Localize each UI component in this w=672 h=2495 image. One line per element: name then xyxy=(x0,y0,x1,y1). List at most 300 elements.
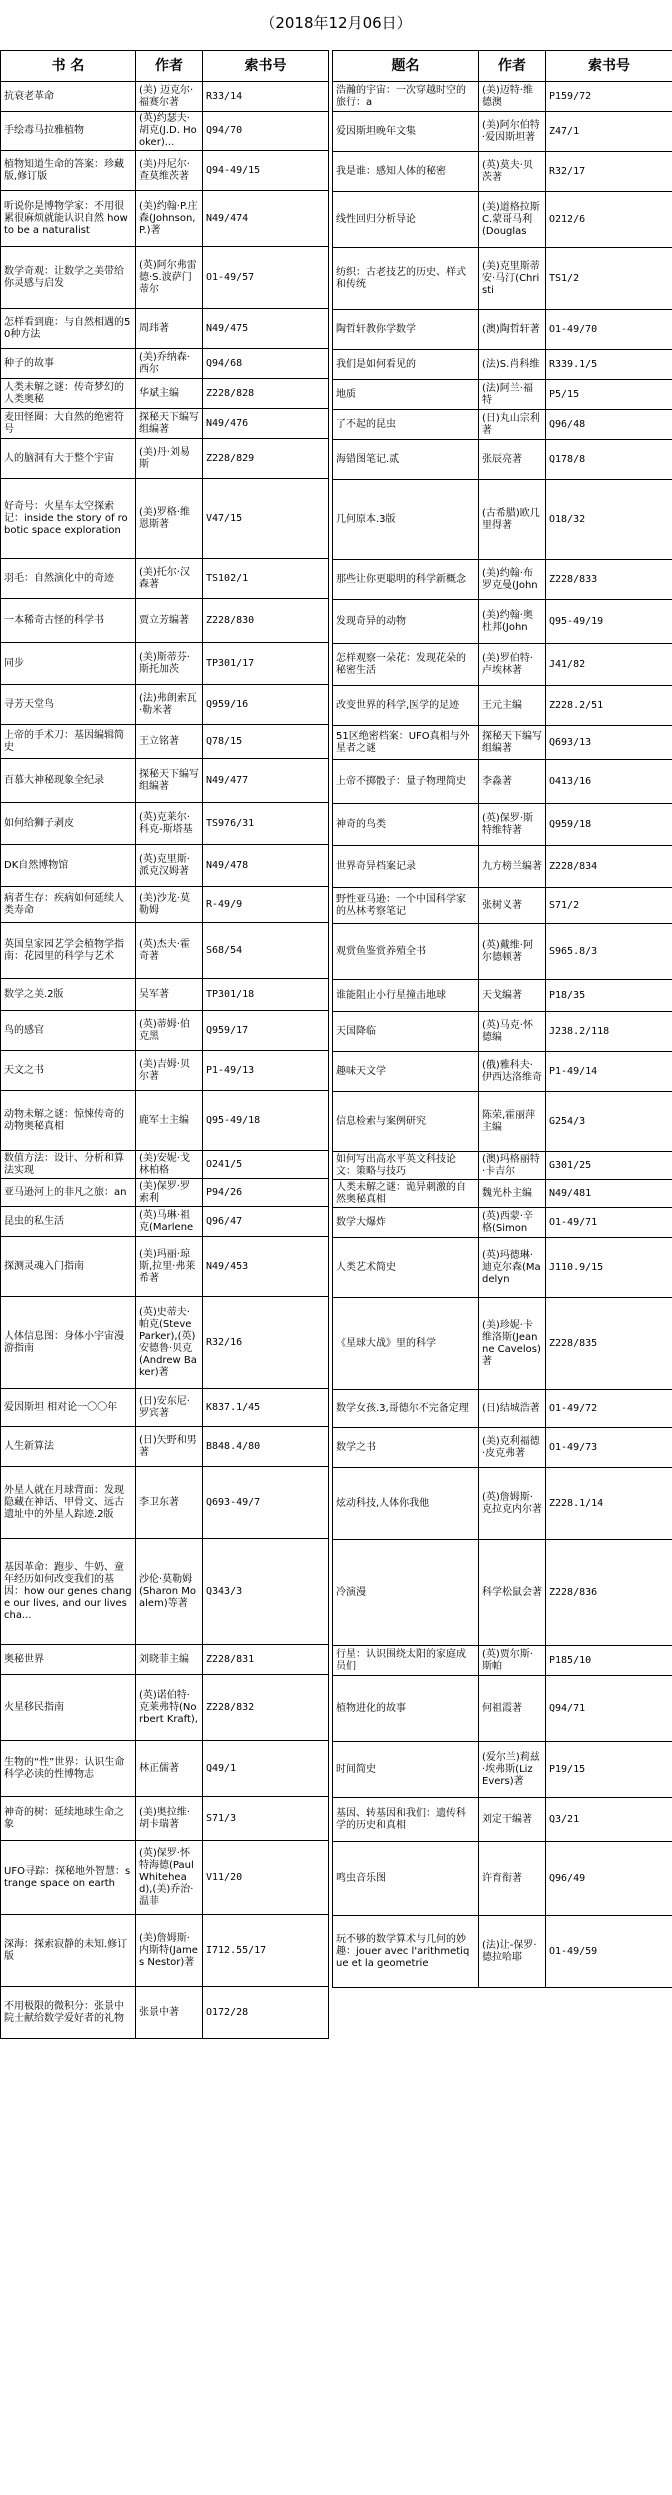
book-title: 野性亚马逊：一个中国科学家的丛林考察笔记 xyxy=(333,888,479,924)
book-author: (日)矢野和男著 xyxy=(136,1427,203,1467)
table-row xyxy=(333,1052,672,1092)
book-author: (美)道格拉斯 C.蒙哥马利(Douglas xyxy=(479,192,546,248)
call-number: Q94/71 xyxy=(546,1676,672,1742)
table-row xyxy=(333,480,672,560)
table-row xyxy=(333,440,672,480)
table-row xyxy=(1,979,329,1011)
book-author: 何祖霞著 xyxy=(479,1676,546,1742)
call-number: S71/3 xyxy=(203,1797,329,1841)
table-row xyxy=(1,845,329,887)
book-title: 那些让你更聪明的科学新概念 xyxy=(333,560,479,600)
table-row xyxy=(333,310,672,350)
table-row xyxy=(1,643,329,685)
call-number: Q693-49/7 xyxy=(203,1467,329,1539)
table-row xyxy=(1,887,329,923)
table-row xyxy=(333,686,672,726)
header-author: 作者 xyxy=(479,51,546,82)
header-author: 作者 xyxy=(136,51,203,82)
table-row xyxy=(1,1091,329,1151)
book-author: (澳)陶哲轩著 xyxy=(479,310,546,350)
call-number: G301/25 xyxy=(546,1152,672,1180)
call-number: V11/20 xyxy=(203,1841,329,1915)
book-author: 探秘天下编写组编著 xyxy=(479,726,546,760)
book-author: 王元主编 xyxy=(479,686,546,726)
book-author: (美)珍妮·卡维洛斯(Jeanne Cavelos)著 xyxy=(479,1298,546,1390)
book-author: (美)托尔·汉森著 xyxy=(136,559,203,599)
book-title: 火星移民指南 xyxy=(1,1675,136,1741)
book-title: 植物进化的故事 xyxy=(333,1676,479,1742)
book-author: (英)詹姆斯·克拉克内尔著 xyxy=(479,1468,546,1540)
call-number: N49/477 xyxy=(203,759,329,803)
table-row xyxy=(1,1841,329,1915)
book-author: 九方榜兰编著 xyxy=(479,846,546,888)
call-number: Z228/828 xyxy=(203,379,329,409)
book-author: (英)克里斯·派克汉姆著 xyxy=(136,845,203,887)
call-number: Z228.1/14 xyxy=(546,1468,672,1540)
book-author: 李卫东著 xyxy=(136,1467,203,1539)
book-title: 人体信息图：身体小宇宙漫游指南 xyxy=(1,1297,136,1389)
call-number: O1-49/73 xyxy=(546,1428,672,1468)
book-author: (澳)玛格丽特·卡吉尔 xyxy=(479,1152,546,1180)
call-number: O212/6 xyxy=(546,192,672,248)
table-row xyxy=(1,1539,329,1645)
book-title: 同步 xyxy=(1,643,136,685)
book-author: 刘晓菲主编 xyxy=(136,1645,203,1675)
table-row xyxy=(1,1797,329,1841)
book-title: 天国降临 xyxy=(333,1012,479,1052)
table-row xyxy=(333,1742,672,1798)
call-number: S71/2 xyxy=(546,888,672,924)
table-row xyxy=(1,759,329,803)
book-author: (美)迈特·维德澳 xyxy=(479,82,546,112)
book-author: (法)让-保罗·德拉哈耶 xyxy=(479,1916,546,1988)
call-number: Q96/48 xyxy=(546,410,672,440)
book-title: 发现奇异的动物 xyxy=(333,600,479,644)
book-author: (英)杰夫·霍奇著 xyxy=(136,923,203,979)
book-title: 人类艺术简史 xyxy=(333,1238,479,1298)
book-title: 奥秘世界 xyxy=(1,1645,136,1675)
header-title: 书 名 xyxy=(1,51,136,82)
table-row xyxy=(1,1207,329,1237)
call-number: R339.1/5 xyxy=(546,350,672,380)
book-title: 怎样观察一朵花：发现花朵的秘密生活 xyxy=(333,644,479,686)
book-author: 张景中著 xyxy=(136,1987,203,2039)
table-row xyxy=(333,560,672,600)
book-title: 51区绝密档案：UFO真相与外星者之谜 xyxy=(333,726,479,760)
book-title: UFO寻踪：探秘地外智慧：strange space on earth xyxy=(1,1841,136,1915)
call-number: O1-49/71 xyxy=(546,1208,672,1238)
book-title: 了不起的昆虫 xyxy=(333,410,479,440)
book-title: 人类未解之谜：诡异刺激的自然奥秘真相 xyxy=(333,1180,479,1208)
book-title: 动物未解之谜：惊悚传奇的动物奥秘真相 xyxy=(1,1091,136,1151)
table-row xyxy=(1,1389,329,1427)
book-author: 刘定干编著 xyxy=(479,1798,546,1842)
book-author: (法)阿兰·福特 xyxy=(479,380,546,410)
table-row xyxy=(333,1298,672,1390)
book-title: 我们是如何看见的 xyxy=(333,350,479,380)
book-title: 英国皇家园艺学会植物学指南：花园里的科学与艺术 xyxy=(1,923,136,979)
book-title: 羽毛：自然演化中的奇迹 xyxy=(1,559,136,599)
header-call-number: 索书号 xyxy=(546,51,672,82)
table-row xyxy=(333,888,672,924)
right-header-row xyxy=(333,51,672,82)
book-author: (美)罗格·维恩斯著 xyxy=(136,479,203,559)
book-title: 数值方法：设计、分析和算法实现 xyxy=(1,1151,136,1179)
book-title: 麦田怪圈：大自然的绝密符号 xyxy=(1,409,136,439)
book-title: 世界奇异档案记录 xyxy=(333,846,479,888)
book-author: 吴军著 xyxy=(136,979,203,1011)
book-author: (英)诺伯特·克莱弗特(Norbert Kraft), xyxy=(136,1675,203,1741)
book-title: 观赏鱼鉴赏养殖全书 xyxy=(333,924,479,980)
table-row xyxy=(333,846,672,888)
book-title: 上帝不掷骰子：量子物理简史 xyxy=(333,760,479,804)
book-author: (英)莫夫·贝茨著 xyxy=(479,152,546,192)
book-title: 百慕大神秘现象全纪录 xyxy=(1,759,136,803)
call-number: Q959/17 xyxy=(203,1011,329,1051)
call-number: O1-49/57 xyxy=(203,247,329,309)
call-number: Q178/8 xyxy=(546,440,672,480)
table-row xyxy=(333,760,672,804)
call-number: N49/475 xyxy=(203,309,329,349)
book-title: DK自然博物馆 xyxy=(1,845,136,887)
book-title: 天文之书 xyxy=(1,1051,136,1091)
book-author: 许育衔著 xyxy=(479,1842,546,1916)
book-author: (英)蒂姆·伯克黑 xyxy=(136,1011,203,1051)
book-title: 人类未解之谜：传奇梦幻的人类奥秘 xyxy=(1,379,136,409)
book-title: 鸟的感官 xyxy=(1,1011,136,1051)
table-row xyxy=(333,804,672,846)
call-number: O172/28 xyxy=(203,1987,329,2039)
book-title: 如何写出高水平英文科技论文：策略与技巧 xyxy=(333,1152,479,1180)
book-title: 昆虫的私生活 xyxy=(1,1207,136,1237)
book-author: (英)马克·怀德编 xyxy=(479,1012,546,1052)
call-number: Z228/835 xyxy=(546,1298,672,1390)
call-number: R32/16 xyxy=(203,1297,329,1389)
book-title: 神奇的鸟类 xyxy=(333,804,479,846)
book-author: 魏光朴主编 xyxy=(479,1180,546,1208)
book-author: (美)约翰·P.庄森(Johnson,P.)著 xyxy=(136,191,203,247)
book-title: 手绘毒马拉雅植物 xyxy=(1,112,136,151)
book-title: 不用极限的微积分：张景中院士献给数学爱好者的礼物 xyxy=(1,1987,136,2039)
call-number: J41/82 xyxy=(546,644,672,686)
book-title: 神奇的树：延续地球生命之象 xyxy=(1,1797,136,1841)
call-number: Q95-49/18 xyxy=(203,1091,329,1151)
book-author: 林正儒著 xyxy=(136,1741,203,1797)
table-row xyxy=(333,726,672,760)
book-title: 地质 xyxy=(333,380,479,410)
call-number: Z228/836 xyxy=(546,1540,672,1646)
table-row xyxy=(1,1741,329,1797)
call-number: J110.9/15 xyxy=(546,1238,672,1298)
book-title: 纺织：古老技艺的历史、样式和传统 xyxy=(333,248,479,310)
book-author: (俄)雅科夫·伊西达洛维奇 xyxy=(479,1052,546,1092)
book-title: 炫动科技,人体你我他 xyxy=(333,1468,479,1540)
table-row xyxy=(1,409,329,439)
header-call-number: 索书号 xyxy=(203,51,329,82)
table-row xyxy=(1,1011,329,1051)
book-author: (英)马琳·祖克(Marlene xyxy=(136,1207,203,1237)
book-title: 怎样看到鹿：与自然相遇的50种方法 xyxy=(1,309,136,349)
book-author: 天戈编著 xyxy=(479,980,546,1012)
book-title: 时间简史 xyxy=(333,1742,479,1798)
table-row xyxy=(333,1842,672,1916)
book-author: (美) 迈克尔·福赛尔著 xyxy=(136,82,203,112)
table-row xyxy=(1,1297,329,1389)
call-number: O413/16 xyxy=(546,760,672,804)
table-row xyxy=(333,82,672,112)
call-number: Z228/830 xyxy=(203,599,329,643)
table-row xyxy=(333,600,672,644)
table-row xyxy=(1,247,329,309)
book-title: 《星球大战》里的科学 xyxy=(333,1298,479,1390)
table-row xyxy=(1,151,329,191)
book-author: 探秘天下编写组编著 xyxy=(136,759,203,803)
book-title: 好奇号：火星车太空探索记：inside the story of robotic space exploration xyxy=(1,479,136,559)
book-author: (美)克利福德·皮克弗著 xyxy=(479,1428,546,1468)
book-author: (美)约翰·奥杜邦(John xyxy=(479,600,546,644)
call-number: Q959/16 xyxy=(203,685,329,725)
book-author: 科学松鼠会著 xyxy=(479,1540,546,1646)
call-number: S68/54 xyxy=(203,923,329,979)
table-row xyxy=(1,1645,329,1675)
call-number: G254/3 xyxy=(546,1092,672,1152)
book-author: 周玮著 xyxy=(136,309,203,349)
call-number: O18/32 xyxy=(546,480,672,560)
book-author: (美)约翰·布罗克曼(John xyxy=(479,560,546,600)
book-author: (英)约瑟夫·胡克(J.D. Hooker)... xyxy=(136,112,203,151)
book-title: 基因、转基因和我们：遗传科学的历史和真相 xyxy=(333,1798,479,1842)
book-author: 李淼著 xyxy=(479,760,546,804)
table-row xyxy=(333,1180,672,1208)
book-author: (美)乔纳森·西尔 xyxy=(136,349,203,379)
table-row xyxy=(333,380,672,410)
book-title: 几何原本.3版 xyxy=(333,480,479,560)
book-author: (美)吉姆·贝尔著 xyxy=(136,1051,203,1091)
call-number: Q3/21 xyxy=(546,1798,672,1842)
book-title: 数学之书 xyxy=(333,1428,479,1468)
call-number: Q96/47 xyxy=(203,1207,329,1237)
call-number: O241/5 xyxy=(203,1151,329,1179)
header-title: 题名 xyxy=(333,51,479,82)
book-title: 浩瀚的宇宙：一次穿越时空的旅行：a xyxy=(333,82,479,112)
call-number: Q96/49 xyxy=(546,1842,672,1916)
call-number: Q959/18 xyxy=(546,804,672,846)
call-number: J238.2/118 xyxy=(546,1012,672,1052)
book-title: 数学奇观：让数学之美带给你灵感与启发 xyxy=(1,247,136,309)
book-title: 数学女孩.3,哥德尔不完备定理 xyxy=(333,1390,479,1428)
table-row xyxy=(333,350,672,380)
book-author: 华斌主编 xyxy=(136,379,203,409)
call-number: Z228/831 xyxy=(203,1645,329,1675)
book-title: 听说你是博物学家：不用很累很麻烦就能认识自然 how to be a naturalist xyxy=(1,191,136,247)
book-author: (法)S.肖科维 xyxy=(479,350,546,380)
book-author: (日)结城浩著 xyxy=(479,1390,546,1428)
table-row xyxy=(1,1675,329,1741)
call-number: Q343/3 xyxy=(203,1539,329,1645)
table-row xyxy=(1,191,329,247)
book-title: 谁能阻止小行星撞击地球 xyxy=(333,980,479,1012)
table-row xyxy=(1,1987,329,2039)
left-book-table xyxy=(0,50,329,2039)
book-author: 张辰亮著 xyxy=(479,440,546,480)
book-title: 改变世界的科学,医学的足迹 xyxy=(333,686,479,726)
book-title: 生物的“性”世界：认识生命科学必读的性博物志 xyxy=(1,1741,136,1797)
call-number: Z228/834 xyxy=(546,846,672,888)
table-row xyxy=(333,410,672,440)
table-row xyxy=(333,1238,672,1298)
call-number: O1-49/70 xyxy=(546,310,672,350)
book-author: (英)保罗·怀特海德(Paul Whitehead),(美)乔治·温菲 xyxy=(136,1841,203,1915)
table-row xyxy=(333,1152,672,1180)
book-author: (美)罗伯特·卢埃林著 xyxy=(479,644,546,686)
book-author: 王立铭著 xyxy=(136,725,203,759)
call-number: TP301/17 xyxy=(203,643,329,685)
call-number: N49/481 xyxy=(546,1180,672,1208)
book-title: 陶哲轩教你学数学 xyxy=(333,310,479,350)
table-row xyxy=(1,803,329,845)
call-number: Q49/1 xyxy=(203,1741,329,1797)
book-title: 寻芳天堂鸟 xyxy=(1,685,136,725)
table-row xyxy=(1,1915,329,1987)
call-number: Z228/832 xyxy=(203,1675,329,1741)
table-row xyxy=(1,725,329,759)
call-number: Z47/1 xyxy=(546,112,672,152)
book-title: 上帝的手术刀：基因编辑简史 xyxy=(1,725,136,759)
call-number: P1-49/14 xyxy=(546,1052,672,1092)
book-author: 鹿军士主编 xyxy=(136,1091,203,1151)
right-book-table xyxy=(332,50,672,1988)
table-row xyxy=(1,479,329,559)
table-row xyxy=(1,379,329,409)
book-author: (爱尔兰)莉兹·埃弗斯(Liz Evers)著 xyxy=(479,1742,546,1798)
call-number: Z228/833 xyxy=(546,560,672,600)
call-number: Q78/15 xyxy=(203,725,329,759)
book-title: 如何给狮子剥皮 xyxy=(1,803,136,845)
table-row xyxy=(333,1390,672,1428)
call-number: TS976/31 xyxy=(203,803,329,845)
table-row xyxy=(333,1208,672,1238)
book-author: 张树义著 xyxy=(479,888,546,924)
call-number: Q95-49/19 xyxy=(546,600,672,644)
table-row xyxy=(1,1467,329,1539)
table-row xyxy=(1,309,329,349)
book-title: 病者生存：疾病如何延续人类寿命 xyxy=(1,887,136,923)
table-row xyxy=(1,1151,329,1179)
call-number: Z228.2/51 xyxy=(546,686,672,726)
book-title: 种子的故事 xyxy=(1,349,136,379)
call-number: R33/14 xyxy=(203,82,329,112)
table-row xyxy=(1,1427,329,1467)
book-author: 沙伦·莫勒姆(Sharon Moalem)等著 xyxy=(136,1539,203,1645)
table-row xyxy=(1,439,329,479)
book-author: (英)史蒂夫·帕克(Steve Parker),(英)安德鲁·贝克(Andrew Baker)著 xyxy=(136,1297,203,1389)
book-author: (英)西蒙·辛格(Simon xyxy=(479,1208,546,1238)
table-row xyxy=(1,923,329,979)
call-number: Q94/70 xyxy=(203,112,329,151)
table-row xyxy=(1,1237,329,1297)
call-number: S965.8/3 xyxy=(546,924,672,980)
call-number: N49/476 xyxy=(203,409,329,439)
call-number: Q693/13 xyxy=(546,726,672,760)
table-row xyxy=(333,1428,672,1468)
book-title: 冷演漫 xyxy=(333,1540,479,1646)
table-row xyxy=(333,1012,672,1052)
book-author: 陈荣,霍丽萍主编 xyxy=(479,1092,546,1152)
table-row xyxy=(333,112,672,152)
book-title: 数学大爆炸 xyxy=(333,1208,479,1238)
table-row xyxy=(1,685,329,725)
book-author: (英)玛德琳·迪克尔森(Madelyn xyxy=(479,1238,546,1298)
call-number: V47/15 xyxy=(203,479,329,559)
call-number: O1-49/72 xyxy=(546,1390,672,1428)
table-row xyxy=(333,1646,672,1676)
book-author: (英)保罗·斯特维特著 xyxy=(479,804,546,846)
table-row xyxy=(333,192,672,248)
book-title: 信息检索与案例研究 xyxy=(333,1092,479,1152)
left-header-row xyxy=(1,51,329,82)
book-title: 鸣虫音乐图 xyxy=(333,1842,479,1916)
book-author: (美)丹尼尔·查莫维茨著 xyxy=(136,151,203,191)
book-author: (英)戴维·阿尔德顿著 xyxy=(479,924,546,980)
book-author: (美)丹·刘易斯 xyxy=(136,439,203,479)
book-title: 线性回归分析导论 xyxy=(333,192,479,248)
table-row xyxy=(333,152,672,192)
book-author: (英)贾尔斯·斯帕 xyxy=(479,1646,546,1676)
table-row xyxy=(1,559,329,599)
book-author: (美)斯蒂芬·斯托加茨 xyxy=(136,643,203,685)
book-author: (美)奥拉维·胡卡瑞著 xyxy=(136,1797,203,1841)
call-number: P5/15 xyxy=(546,380,672,410)
book-title: 深海：探索寂静的未知.修订版 xyxy=(1,1915,136,1987)
book-author: (英)克莱尔·科克-斯塔基 xyxy=(136,803,203,845)
book-title: 亚马逊河上的非凡之旅：an xyxy=(1,1179,136,1207)
book-author: (英)阿尔弗雷德·S.波萨门蒂尔 xyxy=(136,247,203,309)
table-row xyxy=(333,644,672,686)
call-number: P19/15 xyxy=(546,1742,672,1798)
table-row xyxy=(333,980,672,1012)
table-row xyxy=(333,1916,672,1988)
report-date: （2018年12月06日） xyxy=(260,14,412,32)
book-title: 人生新算法 xyxy=(1,1427,136,1467)
book-title: 海错图笔记.贰 xyxy=(333,440,479,480)
book-author: (日)安东尼·罗宾著 xyxy=(136,1389,203,1427)
call-number: TP301/18 xyxy=(203,979,329,1011)
call-number: P18/35 xyxy=(546,980,672,1012)
call-number: N49/474 xyxy=(203,191,329,247)
call-number: P185/10 xyxy=(546,1646,672,1676)
book-title: 人的脑洞有大于整个宇宙 xyxy=(1,439,136,479)
call-number: P94/26 xyxy=(203,1179,329,1207)
book-title: 探测灵魂入门指南 xyxy=(1,1237,136,1297)
book-title: 行星：认识围绕太阳的家庭成员们 xyxy=(333,1646,479,1676)
table-row xyxy=(333,1092,672,1152)
book-author: (古希腊)欧几里得著 xyxy=(479,480,546,560)
table-row xyxy=(1,82,329,112)
book-title: 植物知道生命的答案：珍藏版,修订版 xyxy=(1,151,136,191)
table-row xyxy=(1,599,329,643)
table-row xyxy=(1,112,329,151)
book-author: (美)玛丽·琼斯,拉里·弗莱希著 xyxy=(136,1237,203,1297)
book-author: (美)詹姆斯·内斯特(James Nestor)著 xyxy=(136,1915,203,1987)
call-number: K837.1/45 xyxy=(203,1389,329,1427)
book-title: 爱因斯坦 相对论一〇〇年 xyxy=(1,1389,136,1427)
book-author: (法)弗朗索瓦·勒米著 xyxy=(136,685,203,725)
book-title: 趣味天文学 xyxy=(333,1052,479,1092)
call-number: N49/478 xyxy=(203,845,329,887)
table-row xyxy=(1,1051,329,1091)
book-title: 数学之美.2版 xyxy=(1,979,136,1011)
table-row xyxy=(1,349,329,379)
